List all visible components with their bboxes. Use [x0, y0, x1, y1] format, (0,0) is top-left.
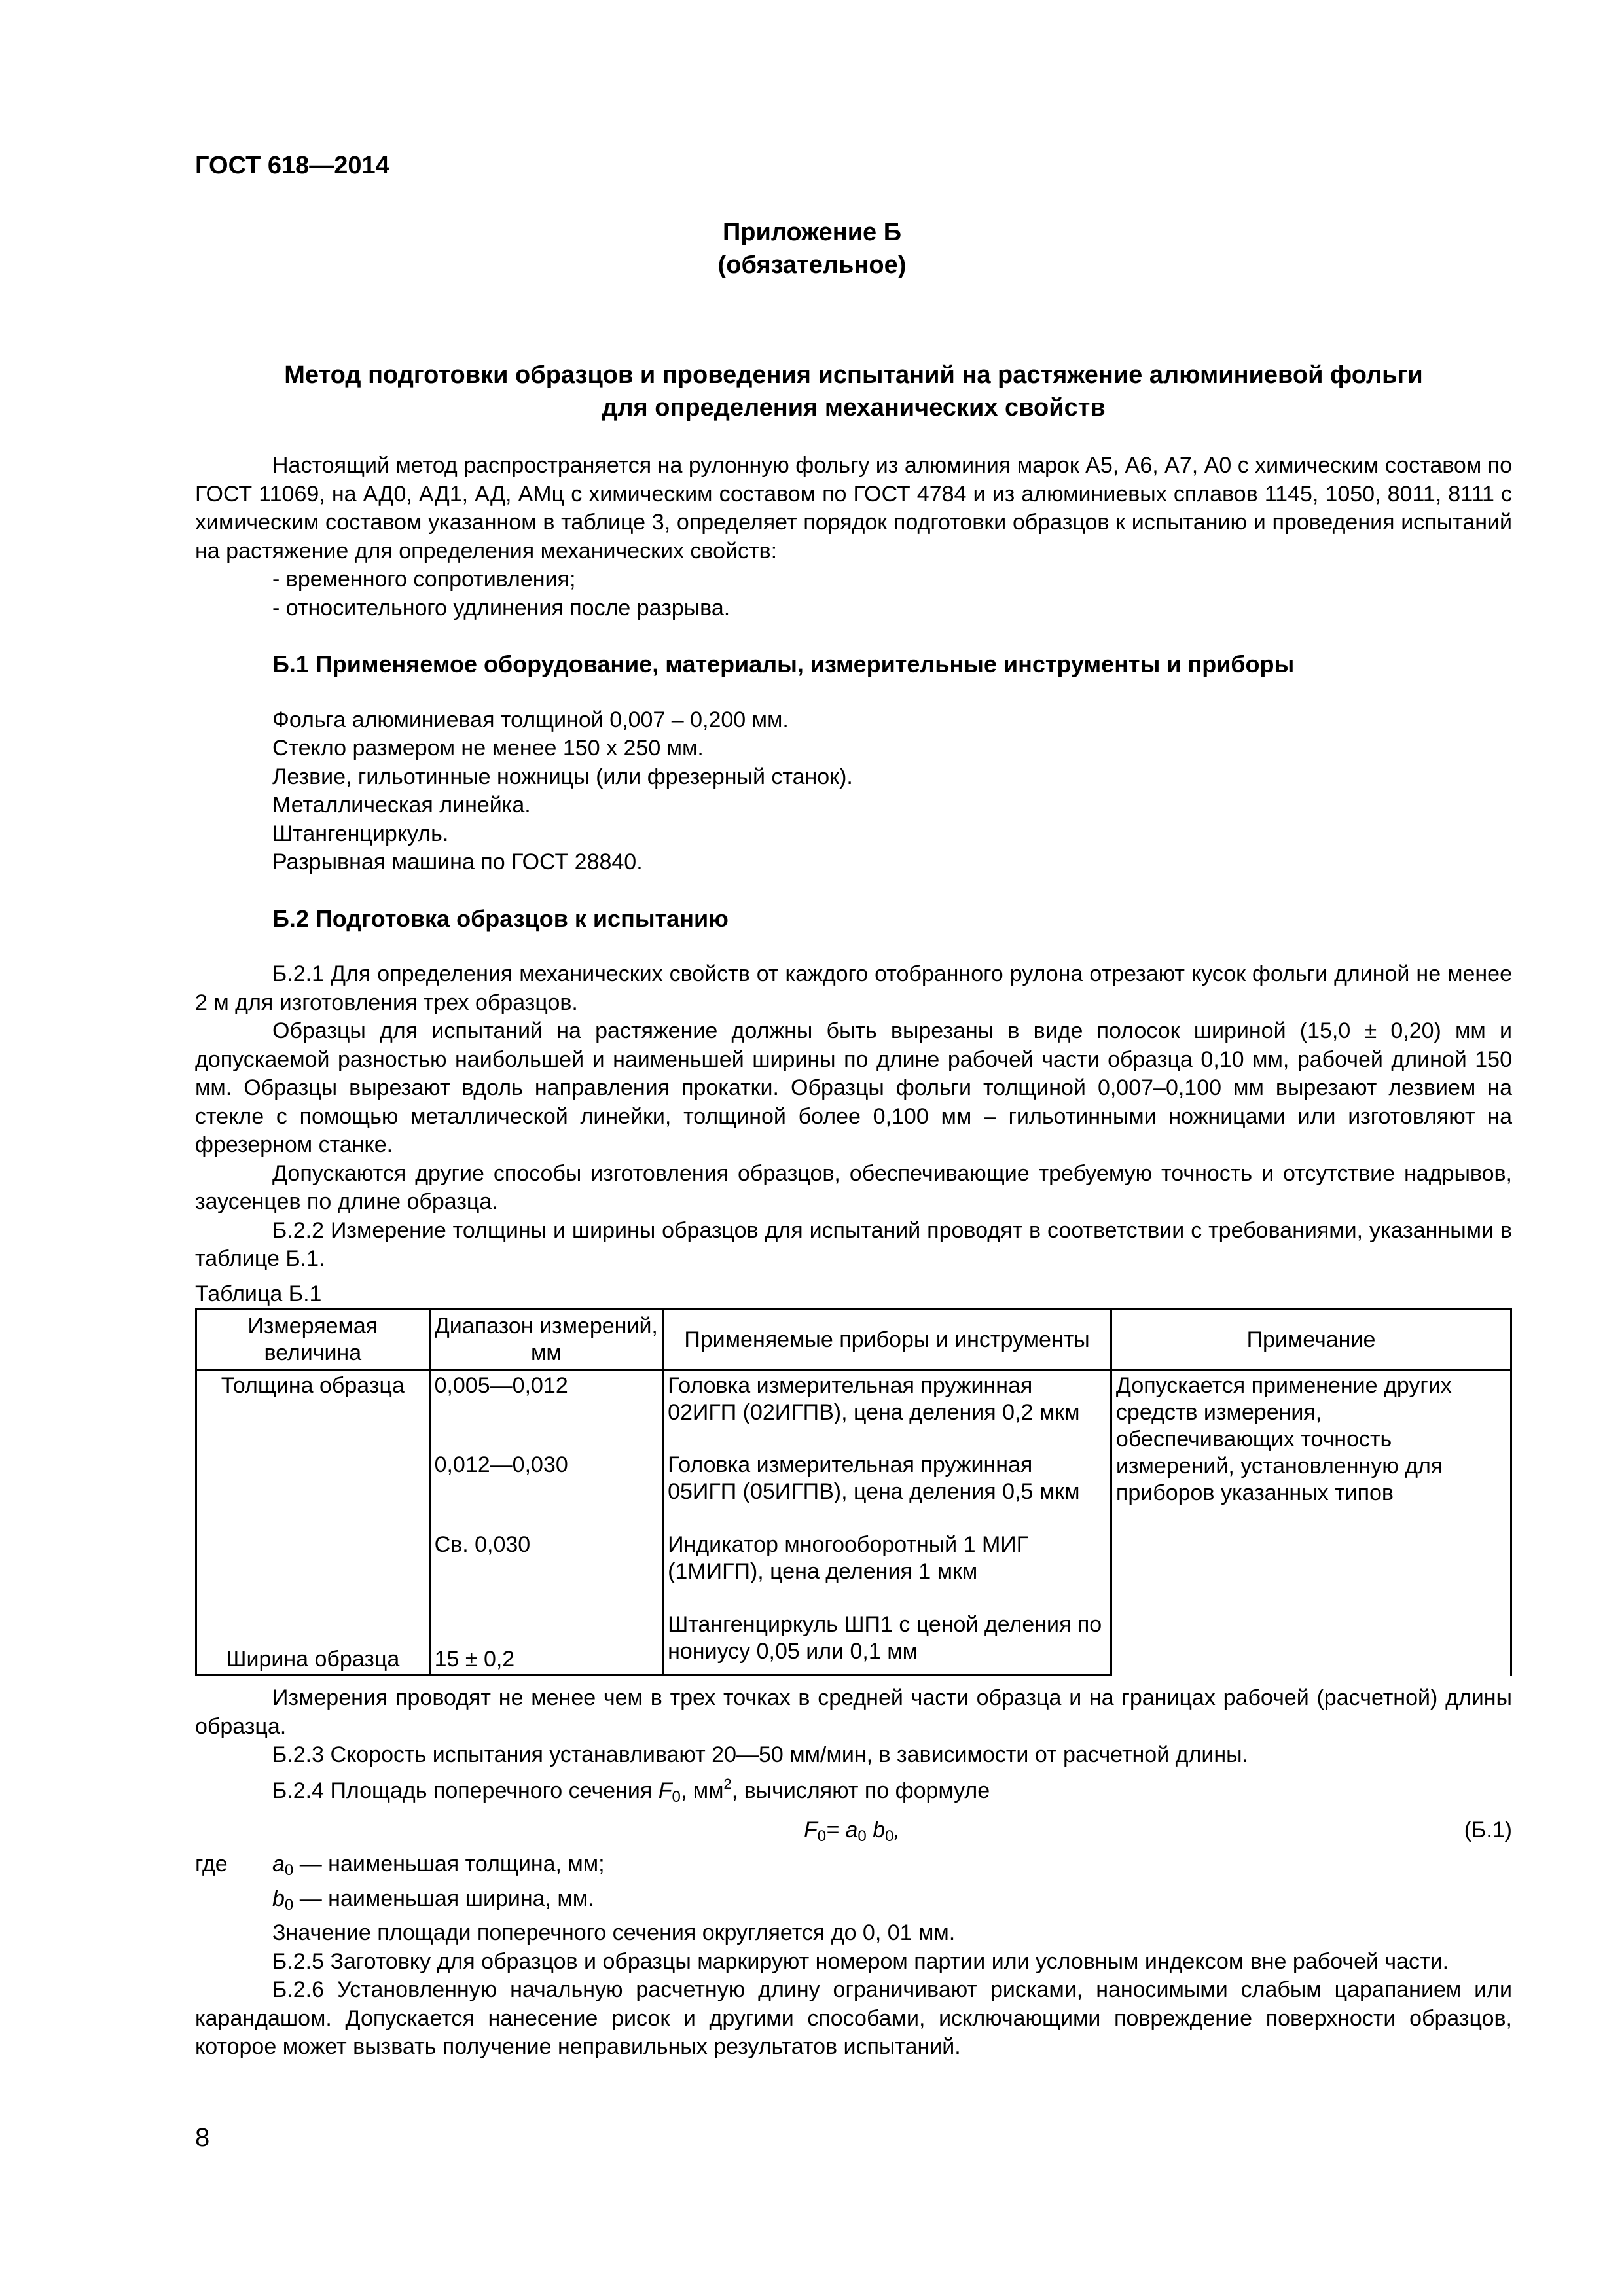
equipment-item: Разрывная машина по ГОСТ 28840.: [272, 850, 643, 874]
table-header-cell: Диапазон измерений, мм: [429, 1310, 663, 1371]
formula-expression: $F_0= a_0$ $b_0$,: [804, 1818, 900, 1845]
instrument-cell: Штангенциркуль ШП1 с ценой деления по нониусу 0,05 или 0,1 мм: [663, 1610, 1111, 1676]
appendix-status: (обязательное): [717, 251, 907, 279]
equipment-item: Штангенциркуль.: [272, 821, 449, 846]
quantity-cell: Толщина образца: [196, 1371, 430, 1450]
legend-item-b0: $b_0$ — наименьшая ширина, мм.: [272, 1886, 594, 1914]
table-header-row: [196, 1310, 1511, 1371]
paragraph-b2-4: Б.2.4 Площадь поперечного сечения $F_0$, $мм^2$, вычисляют по формуле: [272, 1775, 990, 1806]
section-heading-b1: Б.1 Применяемое оборудование, материалы, измерительные инструменты и приборы: [272, 651, 1295, 677]
page-number: 8: [195, 2123, 210, 2152]
equipment-item: Металлическая линейка.: [272, 793, 531, 817]
table-header-cell: Измеряемая величина: [196, 1310, 430, 1371]
measurement-table: [195, 1308, 1512, 1676]
paragraph-b2-3: Б.2.3 Скорость испытания устанавливают 20—50 мм/мин, в зависимости от расчетной длины.: [272, 1742, 1248, 1767]
intro-item: - временного сопротивления;: [272, 567, 576, 592]
quantity-cell: [196, 1450, 430, 1530]
document-header: ГОСТ 618—2014: [195, 152, 389, 179]
quantity-cell: Ширина образца: [196, 1610, 430, 1676]
table-header-cell: Примечание: [1111, 1310, 1511, 1371]
paragraph-b2-1-specimens: Образцы для испытаний на растяжение должны быть вырезаны в виде полосок шириной (15,0 ± 0,20) мм и допускаемой разностью наибольшей и наименьшей ширины по длине рабочей части образца 0,10 мм, рабочей длиной 150 мм. Образцы вырезают вдоль направления прокатки. Образцы фольги толщиной 0,007–0,100 мм вырезают лезвием на стекле с помощью металлической линейки, толщиной более 0,100 мм – гильотинными ножницами или изготовляют на фрезерном станке.: [195, 1018, 1512, 1157]
paragraph-b2-2: Б.2.2 Измерение толщины и ширины образцов для испытаний проводят в соответствии с требованиями, указанными в таблице Б.1.: [195, 1217, 1512, 1271]
title-line-1: Метод подготовки образцов и проведения испытаний на растяжение алюминиевой фольги: [284, 361, 1423, 389]
paragraph-b2-1: Б.2.1 Для определения механических свойств от каждого отобранного рулона отрезают кусок фольги длиной не менее 2 м для изготовления трех образцов.: [195, 961, 1512, 1015]
formula-number: (Б.1): [1464, 1818, 1512, 1842]
section-heading-b2: Б.2 Подготовка образцов к испытанию: [272, 905, 729, 932]
table-header-cell: Применяемые приборы и инструменты: [663, 1310, 1111, 1371]
table-row: [196, 1371, 1511, 1450]
where-label: где: [195, 1852, 228, 1876]
document-body: [195, 452, 1512, 2062]
intro-paragraph: Настоящий метод распространяется на рулонную фольгу из алюминия марок А5, А6, А7, А0 с химическим составом по ГОСТ 11069, на АД0, АД1, АД, АМц с химическим составом по ГОСТ 4784 и из алюминиевых сплавов 1145, 1050, 8011, 8111 с химическим составом указанном в таблице 3, определяет порядок подготовки образцов к испытанию и проведения испытаний на растяжение для определения механических свойств:: [195, 453, 1512, 564]
quantity-cell: [196, 1530, 430, 1610]
intro-item: - относительного удлинения после разрыва.: [272, 595, 731, 620]
instrument-cell: Головка измерительная пружинная 02ИГП (02ИГПВ), цена деления 0,2 мкм: [663, 1371, 1111, 1450]
instrument-cell: Индикатор многооборотный 1 МИГ (1МИГП), цена деления 1 мкм: [663, 1530, 1111, 1610]
equipment-item: Стекло размером не менее 150 х 250 мм.: [272, 736, 704, 761]
paragraph-rounding: Значение площади поперечного сечения округляется до 0, 01 мм.: [272, 1920, 956, 1945]
note-cell: Допускается применение других средств измерения, обеспечивающих точность измерений, установленную для приборов указанных типов: [1111, 1371, 1511, 1676]
range-cell: 15 ± 0,2: [429, 1610, 663, 1676]
paragraph-b2-6: Б.2.6 Установленную начальную расчетную длину ограничивают рисками, наносимыми слабым царапанием или карандашом. Допускается нанесение рисок и другими способами, исключающими повреждение поверхности образцов, которое может вызвать получение неправильных результатов испытаний.: [195, 1977, 1512, 2059]
range-cell: 0,012—0,030: [429, 1450, 663, 1530]
table-caption: Таблица Б.1: [195, 1281, 322, 1306]
range-cell: 0,005—0,012: [429, 1371, 663, 1450]
instrument-cell: Головка измерительная пружинная 05ИГП (05ИГПВ), цена деления 0,5 мкм: [663, 1450, 1111, 1530]
legend-item-a0: $a_0$ — наименьшая толщина, мм;: [272, 1852, 605, 1879]
formula-legend: [195, 1850, 1512, 1919]
paragraph-measurements: Измерения проводят не менее чем в трех точках в средней части образца и на границах рабочей (расчетной) длины образца.: [195, 1685, 1512, 1739]
paragraph-b2-5: Б.2.5 Заготовку для образцов и образцы маркируют номером партии или условным индексом вне рабочей части.: [272, 1948, 1449, 1974]
appendix-title: Приложение Б: [722, 219, 902, 246]
range-cell: Св. 0,030: [429, 1530, 663, 1610]
paragraph-b2-1-other-methods: Допускаются другие способы изготовления образцов, обеспечивающие требуемую точность и отсутствие надрывов, заусенцев по длине образца.: [195, 1160, 1512, 1214]
equipment-item: Фольга алюминиевая толщиной 0,007 – 0,200 мм.: [272, 707, 789, 732]
equipment-item: Лезвие, гильотинные ножницы (или фрезерный станок).: [272, 764, 853, 789]
document-title: [195, 359, 1512, 424]
title-line-2: для определения механических свойств: [602, 394, 1106, 422]
formula-b1: [195, 1811, 1512, 1850]
